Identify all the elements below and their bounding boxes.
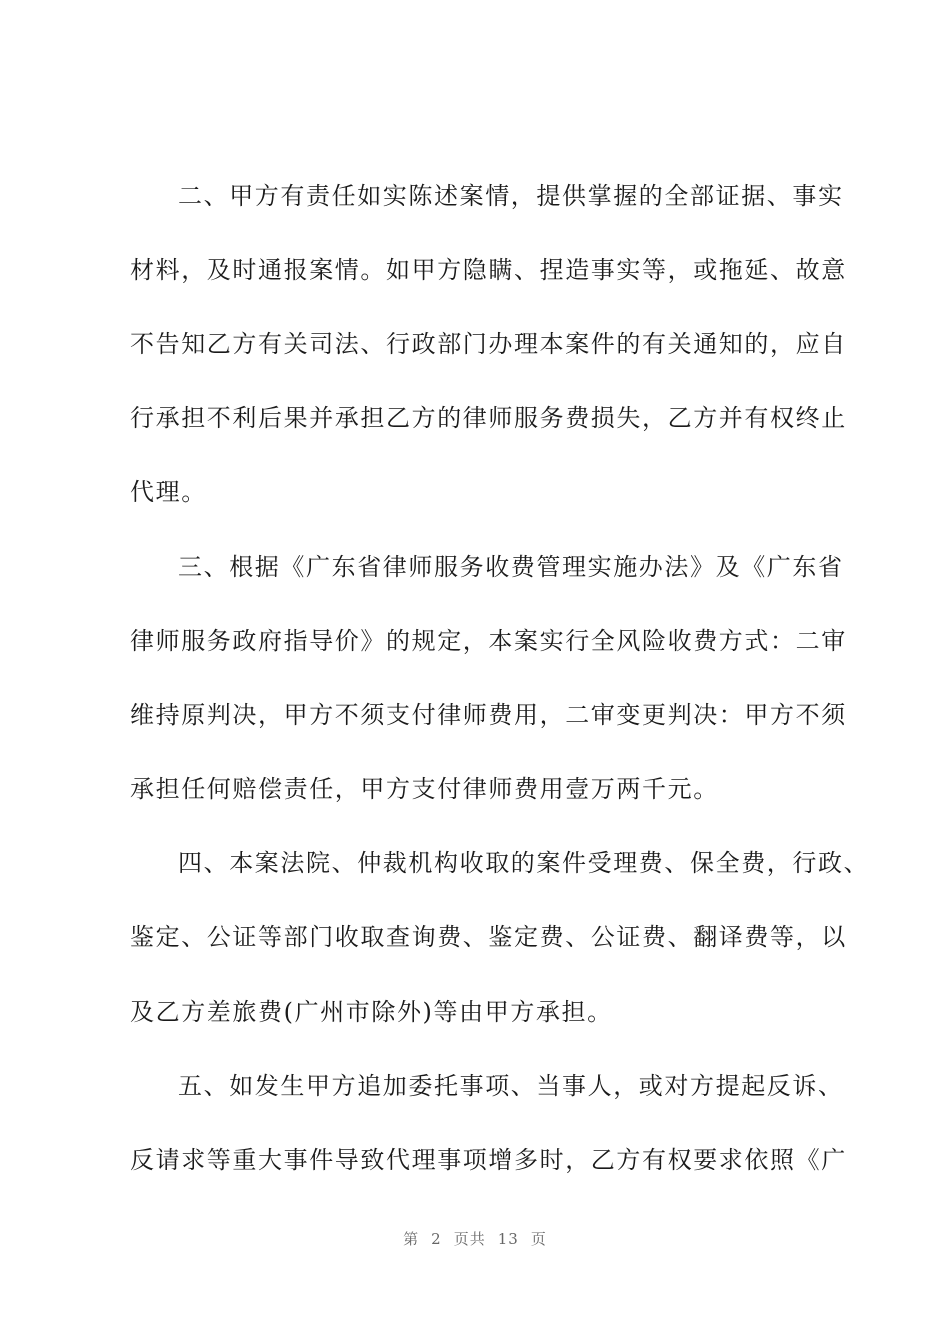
paragraph-5-line-1: 五、如发生甲方追加委托事项、当事人，或对方提起反诉、	[178, 1072, 844, 1100]
paragraph-2-line-3: 不告知乙方有关司法、行政部门办理本案件的有关通知的，应自	[130, 330, 847, 358]
footer-label-middle: 页共	[453, 1230, 486, 1248]
footer-total-pages: 13	[497, 1230, 519, 1248]
paragraph-4-line-3: 及乙方差旅费(广州市除外)等由甲方承担。	[130, 998, 613, 1026]
paragraph-4-line-2: 鉴定、公证等部门收取查询费、鉴定费、公证费、翻译费等，以	[130, 923, 847, 951]
paragraph-5-line-2: 反请求等重大事件导致代理事项增多时，乙方有权要求依照《广	[130, 1146, 847, 1174]
paragraph-2-line-4: 行承担不利后果并承担乙方的律师服务费损失，乙方并有权终止	[130, 404, 847, 432]
paragraph-3-line-2: 律师服务政府指导价》的规定，本案实行全风险收费方式：二审	[130, 627, 847, 655]
paragraph-3-line-4: 承担任何赔偿责任，甲方支付律师费用壹万两千元。	[130, 775, 719, 803]
footer-current-page: 2	[431, 1230, 442, 1248]
page-footer	[0, 1227, 950, 1251]
footer-label-suffix: 页	[530, 1230, 547, 1248]
paragraph-3-line-3: 维持原判决，甲方不须支付律师费用，二审变更判决：甲方不须	[130, 701, 847, 729]
footer-label-prefix: 第	[403, 1230, 420, 1248]
paragraph-4-line-1: 四、本案法院、仲裁机构收取的案件受理费、保全费，行政、	[178, 849, 870, 877]
paragraph-2-line-5: 代理。	[130, 478, 207, 506]
paragraph-2-line-2: 材料，及时通报案情。如甲方隐瞒、捏造事实等，或拖延、故意	[130, 256, 847, 284]
paragraph-2-line-1: 二、甲方有责任如实陈述案情，提供掌握的全部证据、事实	[178, 182, 844, 210]
paragraph-3-line-1: 三、根据《广东省律师服务收费管理实施办法》及《广东省	[178, 553, 844, 581]
